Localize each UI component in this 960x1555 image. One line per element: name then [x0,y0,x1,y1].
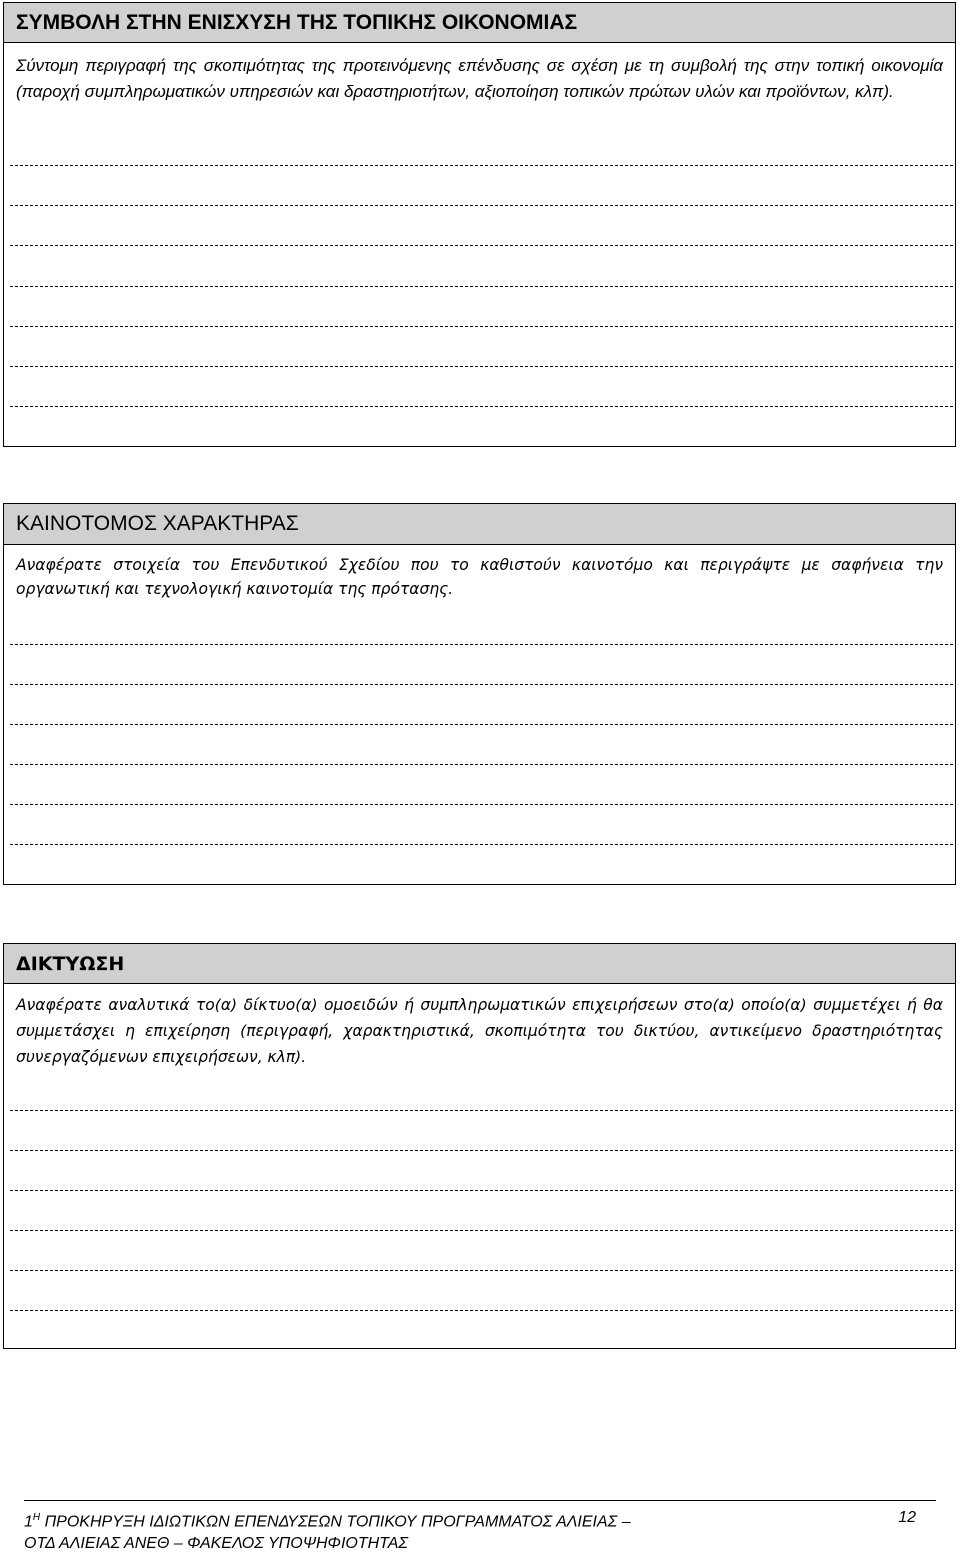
section-local-economy [3,2,956,447]
answer-line [10,644,953,645]
footer-ordinal: 1 [24,1513,33,1531]
answer-line [10,1110,953,1111]
section-title: ΔΙΚΤΥΩΣΗ [16,952,125,975]
section-heading [4,944,955,984]
answer-line [10,1230,953,1231]
section-description: Αναφέρατε αναλυτικά το(α) δίκτυο(α) ομοειδών ή συμπληρωματικών επιχειρήσεων στο(α) οποίο(α) συμμετέχει ή θα συμμετάσχει η επιχείρηση (περιγραφή, χαρακτηριστικά, σκοπιμότητα του δικτύου, αντικείμενο δραστηριότητας συνεργαζόμενων επιχειρήσεων, κλπ). [16,996,943,1066]
answer-line [10,804,953,805]
answer-line [10,165,953,166]
answer-line [10,684,953,685]
answer-line [10,1270,953,1271]
footer-title: ΠΡΟΚΗΡΥΞΗ ΙΔΙΩΤΙΚΩΝ ΕΠΕΝΔΥΣΕΩΝ ΤΟΠΙΚΟΥ ΠΡΟΓΡΑΜΜΑΤΟΣ ΑΛΙΕΙΑΣ – [40,1513,631,1531]
answer-line [10,724,953,725]
answer-line [10,1190,953,1191]
answer-line [10,764,953,765]
page-number: 12 [898,1509,916,1526]
page-footer [24,1500,936,1555]
answer-line [10,1150,953,1151]
section-title: ΚΑΙΝΟΤΟΜΟΣ ΧΑΡΑΚΤΗΡΑΣ [16,512,299,535]
section-innovation [3,503,956,885]
answer-line [10,205,953,206]
footer-subtitle: ΟΤΔ ΑΛΙΕΙΑΣ ΑΝΕΘ – ΦΑΚΕΛΟΣ ΥΠΟΨΗΦΙΟΤΗΤΑΣ [24,1535,409,1553]
section-description: Σύντομη περιγραφή της σκοπιμότητας της προτεινόμενης επένδυσης σε σχέση με τη συμβολή της στην τοπική οικονομία (παροχή συμπληρωματικών υπηρεσιών και δραστηριοτήτων, αξιοποίηση τοπικών πρώτων υλών και προϊόντων, κλπ). [16,56,943,101]
footer-ordinal-suffix: Η [32,1512,41,1523]
answer-line [10,844,953,845]
answer-line [10,1310,953,1311]
answer-line [10,326,953,327]
answer-line [10,286,953,287]
section-heading [4,3,955,43]
answer-line [10,245,953,246]
answer-line [10,406,953,407]
section-networking [3,943,956,1349]
section-description: Αναφέρατε στοιχεία του Επενδυτικού Σχεδίου που το καθιστούν καινοτόμο και περιγράψτε με σαφήνεια την οργανωτική και τεχνολογική καινοτομία της πρότασης. [16,556,943,598]
section-title: ΣΥΜΒΟΛΗ ΣΤΗΝ ΕΝΙΣΧΥΣΗ ΤΗΣ ΤΟΠΙΚΗΣ ΟΙΚΟΝΟΜΙΑΣ [16,10,578,34]
section-heading [4,504,955,545]
answer-line [10,366,953,367]
footer-line-1 [24,1507,936,1533]
